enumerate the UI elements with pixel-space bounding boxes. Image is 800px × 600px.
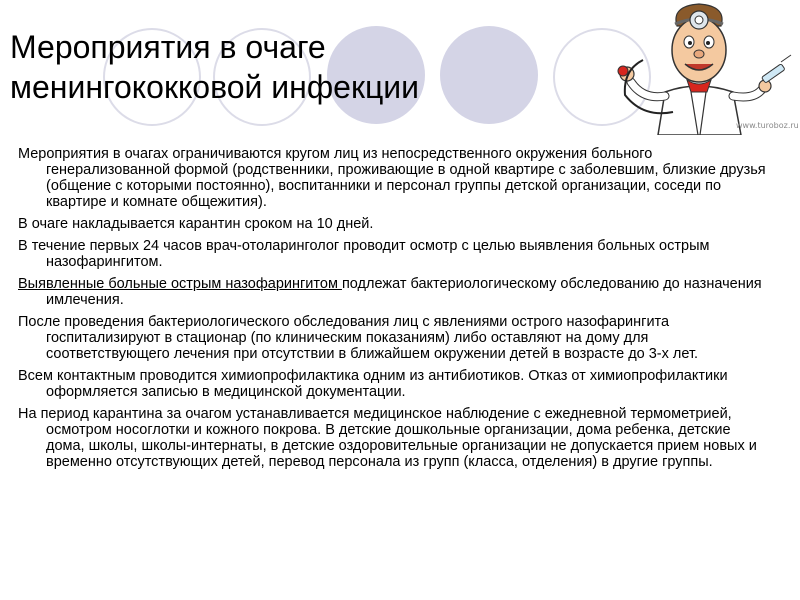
paragraph-4-text: подлежат бактериологическому обследованию до назначения имлечения. — [46, 276, 762, 308]
paragraph-3: В течение первых 24 часов врач-отоларинголог проводит осмотр с целью выявления больных острым назофарингитом. — [18, 238, 710, 270]
slide-title — [10, 27, 570, 107]
slide-title-line-2: менингококковой инфекции — [10, 69, 420, 105]
paragraph-4 — [18, 276, 768, 308]
paragraph-7: На период карантина за очагом устанавливается медицинское наблюдение с ежедневной термометрией, осмотром носоглотки и кожного покрова. В детские дошкольные организации, дома ребенка, детские дома, школы, школы-интернаты, в детские оздоровительные организации не допускается прием новых и временно отсутствующих детей, перевод персонала из групп (класса, отделения) в другие группы. — [18, 406, 757, 470]
slide-title-line-1: Мероприятия в очаге — [10, 29, 326, 65]
doctor-cartoon-icon — [603, 0, 793, 135]
paragraph-1: Мероприятия в очагах ограничиваются кругом лиц из непосредственного окружения больного генерализованной формой (родственники, проживающие в одной квартире с заболевшим, близкие друзья (общение с которыми постоянно), воспитанники и персонал группы детской организации, соседи по квартире и комнате общежития). — [18, 146, 766, 210]
paragraph-6: Всем контактным проводится химиопрофилактика одним из антибиотиков. Отказ от химиопрофилактики оформляется записью в медицинской документации. — [18, 368, 728, 400]
paragraph-2: В очаге накладывается карантин сроком на 10 дней. — [18, 216, 374, 232]
watermark: www.turoboz.ru — [736, 121, 799, 130]
slide-body — [18, 146, 768, 476]
paragraph-5: После проведения бактериологического обследования лиц с явлениями острого назофарингита госпитализируют в стационар (по клиническим показаниям) либо оставляют на дому для соответствующего лечения при отсутствии в ближайшем окружении детей в возрасте до 3-х лет. — [18, 314, 699, 362]
paragraph-4-underlined: Выявленные больные острым назофарингитом — [18, 276, 342, 292]
